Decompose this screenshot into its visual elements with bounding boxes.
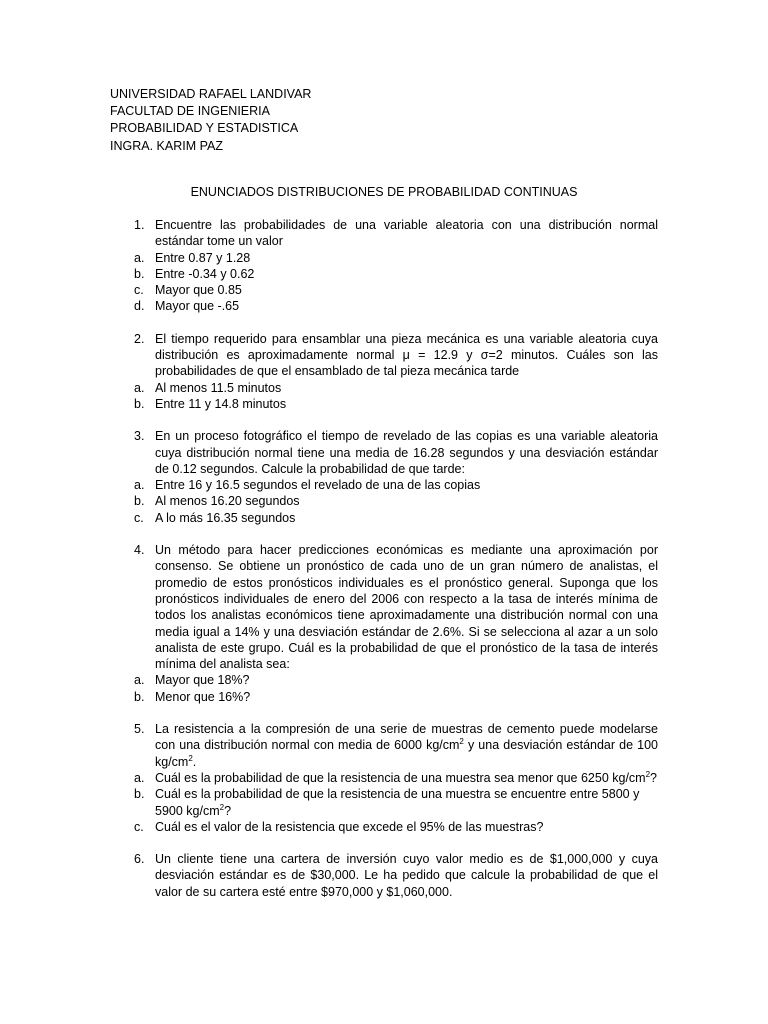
question-number: 6. [134, 852, 145, 867]
document-header [110, 86, 311, 155]
option [134, 477, 658, 493]
university-name: UNIVERSIDAD RAFAEL LANDIVAR [110, 87, 312, 101]
question-number: 3. [134, 429, 145, 444]
option-label: c. [134, 283, 144, 298]
question-text: Un cliente tiene una cartera de inversión cuyo valor medio es de $1,000,000 y cuya desviación estándar es de $30,000. Le ha pedido que calcule la probabilidad de que el valor de su cartera esté entre $970,000 y $1,060,000. [155, 852, 658, 899]
option-label: a. [134, 250, 145, 265]
option [134, 298, 658, 314]
option-label: b. [134, 494, 145, 509]
option-label: a. [134, 380, 145, 395]
superscript: 2 [459, 737, 464, 747]
questions-list [134, 217, 658, 900]
question-number: 1. [134, 218, 145, 232]
faculty-name: FACULTAD DE INGENIERIA [110, 104, 270, 119]
question-text: Un método para hacer predicciones económicas es mediante una aproximación por consenso. Se obtiene un pronóstico de cada uno de un gran número de analistas, el promedio de estos pronósticos individuales es el pronóstico general. Suponga que los pronósticos individuales de enero del 2006 con respecto a la tasa de interés mínima de todos los analistas económicos tiene aproximadamente una distribución normal con una media igual a 14% y una desviación estándar de 2.6%. Si se selecciona al azar a un solo analista de este grupo. Cuál es la probabilidad de que el pronóstico de la tasa de interés mínima del analista sea: [155, 543, 658, 672]
option-text: Entre 16 y 16.5 segundos el revelado de una de las copias [155, 478, 481, 493]
option-label: b. [134, 689, 145, 704]
option-text: Entre -0.34 y 0.62 [155, 266, 255, 281]
question-5 [134, 721, 658, 770]
option-label: a. [134, 770, 145, 785]
question-number: 2. [134, 331, 145, 346]
option-text: Entre 0.87 y 1.28 [155, 250, 251, 265]
option-label: a. [134, 673, 145, 688]
option-label: a. [134, 478, 145, 493]
option-label: b. [134, 396, 145, 411]
option [134, 380, 658, 396]
question-1 [134, 217, 658, 250]
option-text: Cuál es la probabilidad de que la resistencia de una muestra se encuentre entre 5800 y 5900 kg/cm [155, 787, 640, 818]
option [134, 493, 658, 509]
option-text-tail: ? [224, 803, 232, 818]
question-3 [134, 428, 658, 477]
option-text: Mayor que 18%? [155, 673, 250, 688]
option-label: c. [134, 819, 144, 834]
option [134, 250, 658, 266]
course-name: PROBABILIDAD Y ESTADISTICA [110, 121, 299, 136]
option-label: c. [134, 510, 144, 525]
option-text: Al menos 16.20 segundos [155, 494, 300, 509]
option-text-tail: ? [650, 770, 657, 785]
option [134, 770, 658, 786]
option-text: Mayor que -.65 [155, 299, 240, 314]
option-label: b. [134, 787, 145, 802]
document-title: ENUNCIADOS DISTRIBUCIONES DE PROBABILIDAD CONTINUAS [190, 185, 578, 199]
question-6 [134, 851, 658, 900]
option [134, 786, 658, 819]
option [134, 510, 658, 526]
superscript: 2 [219, 802, 225, 812]
question-text-part: . [192, 754, 197, 769]
option-text: Mayor que 0.85 [155, 283, 242, 298]
question-text-part: La resistencia a la compresión de una serie de muestras de cemento puede modelarse con una distribución normal con media de 6000 kg/cm [155, 722, 658, 753]
option-text: Menor que 16%? [155, 689, 251, 704]
instructor-name: INGRA. KARIM PAZ [110, 138, 223, 153]
question-text: En un proceso fotográfico el tiempo de revelado de las copias es una variable aleatoria cuya distribución normal tiene una media de 16.28 segundos y una desviación estándar de 0.12 segundos. Calcule la probabilidad de que tarde: [155, 429, 658, 476]
option [134, 396, 658, 412]
question-text [155, 721, 658, 770]
question-2 [134, 331, 658, 380]
question-number: 5. [134, 722, 145, 737]
option-label: b. [134, 266, 145, 281]
option-text: Al menos 11.5 minutos [155, 380, 282, 395]
question-4 [134, 542, 658, 672]
question-text: El tiempo requerido para ensamblar una pieza mecánica es una variable aleatoria cuya distribución es aproximadamente normal μ = 12.9 y σ=2 minutos. Cuáles son las probabilidades de que el ensamblado de tal pieza mecánica tarde [155, 331, 658, 379]
option [134, 266, 658, 282]
superscript: 2 [188, 753, 193, 763]
option [134, 282, 658, 298]
option-text: Cuál es la probabilidad de que la resistencia de una muestra sea menor que 6250 kg/cm [155, 770, 646, 785]
question-text-part: y una desviación estándar de 100 kg/cm [155, 738, 658, 769]
option [134, 819, 658, 835]
question-text: Encuentre las probabilidades de una variable aleatoria con una distribución normal estándar tome un valor [155, 218, 658, 249]
option [134, 672, 658, 688]
option-text: A lo más 16.35 segundos [155, 510, 296, 525]
option-text: Entre 11 y 14.8 minutos [155, 396, 287, 411]
question-number: 4. [134, 543, 145, 558]
option [134, 689, 658, 705]
option-label: d. [134, 299, 145, 314]
option-text: Cuál es el valor de la resistencia que excede el 95% de las muestras? [155, 819, 544, 834]
superscript: 2 [645, 769, 651, 779]
